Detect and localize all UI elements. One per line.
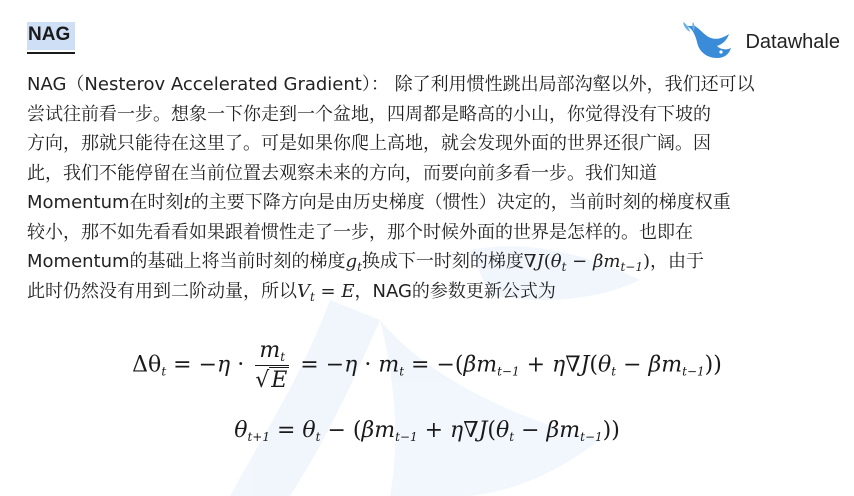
body-paragraph — [27, 70, 839, 306]
nag-update-equation-2: $\theta_{t+1} = \theta_t - (\beta m_{t-1} + \eta\nabla J(\theta_t - \beta m_{t-1}))$ — [234, 418, 620, 444]
page-title — [27, 22, 75, 54]
fraction: $\frac{m_t}{√E}$ — [255, 338, 288, 393]
math-variable-t: t — [183, 192, 191, 213]
text-segment: Momentum的基础上将当前时刻的梯度 — [27, 251, 346, 272]
text-line-5 — [27, 188, 839, 218]
text-segment: 此时仍然没有用到二阶动量，所以 — [27, 280, 297, 302]
nag-update-equation-1: $\Delta\theta_t = -\eta$ · $\frac{m_t}{√E}$ = $-\eta \cdot m_t = -(\beta m_{t-1} + \eta\nabla J(\theta_t - \beta m_{t-1}))$ — [132, 338, 722, 393]
math-v-equals-e: $V_t = E$ — [297, 280, 355, 304]
math-gradient-g: $g_t$ — [345, 251, 362, 274]
text-segment: Momentum在时刻 — [27, 192, 184, 213]
text-segment: ，NAG的参数更新公式为 — [354, 280, 556, 302]
math-lookahead-gradient: $\nabla J(\theta_t - \beta m_{t-1})$ — [523, 251, 650, 274]
text-line-1: NAG（Nesterov Accelerated Gradient）： 除了利用惯性跳出局部沟壑以外，我们还可以 — [27, 74, 755, 95]
text-segment: 换成下一时刻的梯度 — [361, 251, 524, 272]
brand — [681, 20, 840, 64]
text-segment: ，由于 — [649, 251, 704, 272]
text-segment: 的主要下降方向是由历史梯度（惯性）决定的，当前时刻的梯度权重 — [190, 192, 731, 213]
text-line-2: 尝试往前看一步。想象一下你走到一个盆地，四周都是略高的小山，你觉得没有下坡的 — [27, 103, 711, 125]
text-line-7 — [27, 247, 839, 277]
text-line-3: 方向，那就只能待在这里了。可是如果你爬上高地，就会发现外面的世界还很广阔。因 — [27, 133, 711, 154]
whale-tail-logo-icon — [681, 20, 733, 64]
brand-name: Datawhale — [745, 30, 840, 53]
page-title-text: NAG — [28, 24, 71, 45]
text-line-4: 此，我们不能停留在当前位置去观察未来的方向，而要向前多看一步。我们知道 — [27, 162, 657, 184]
text-line-8 — [27, 277, 839, 307]
text-line-6: 较小，那不如先看看如果跟着惯性走了一步，那个时候外面的世界是怎样的。也即在 — [27, 221, 693, 243]
